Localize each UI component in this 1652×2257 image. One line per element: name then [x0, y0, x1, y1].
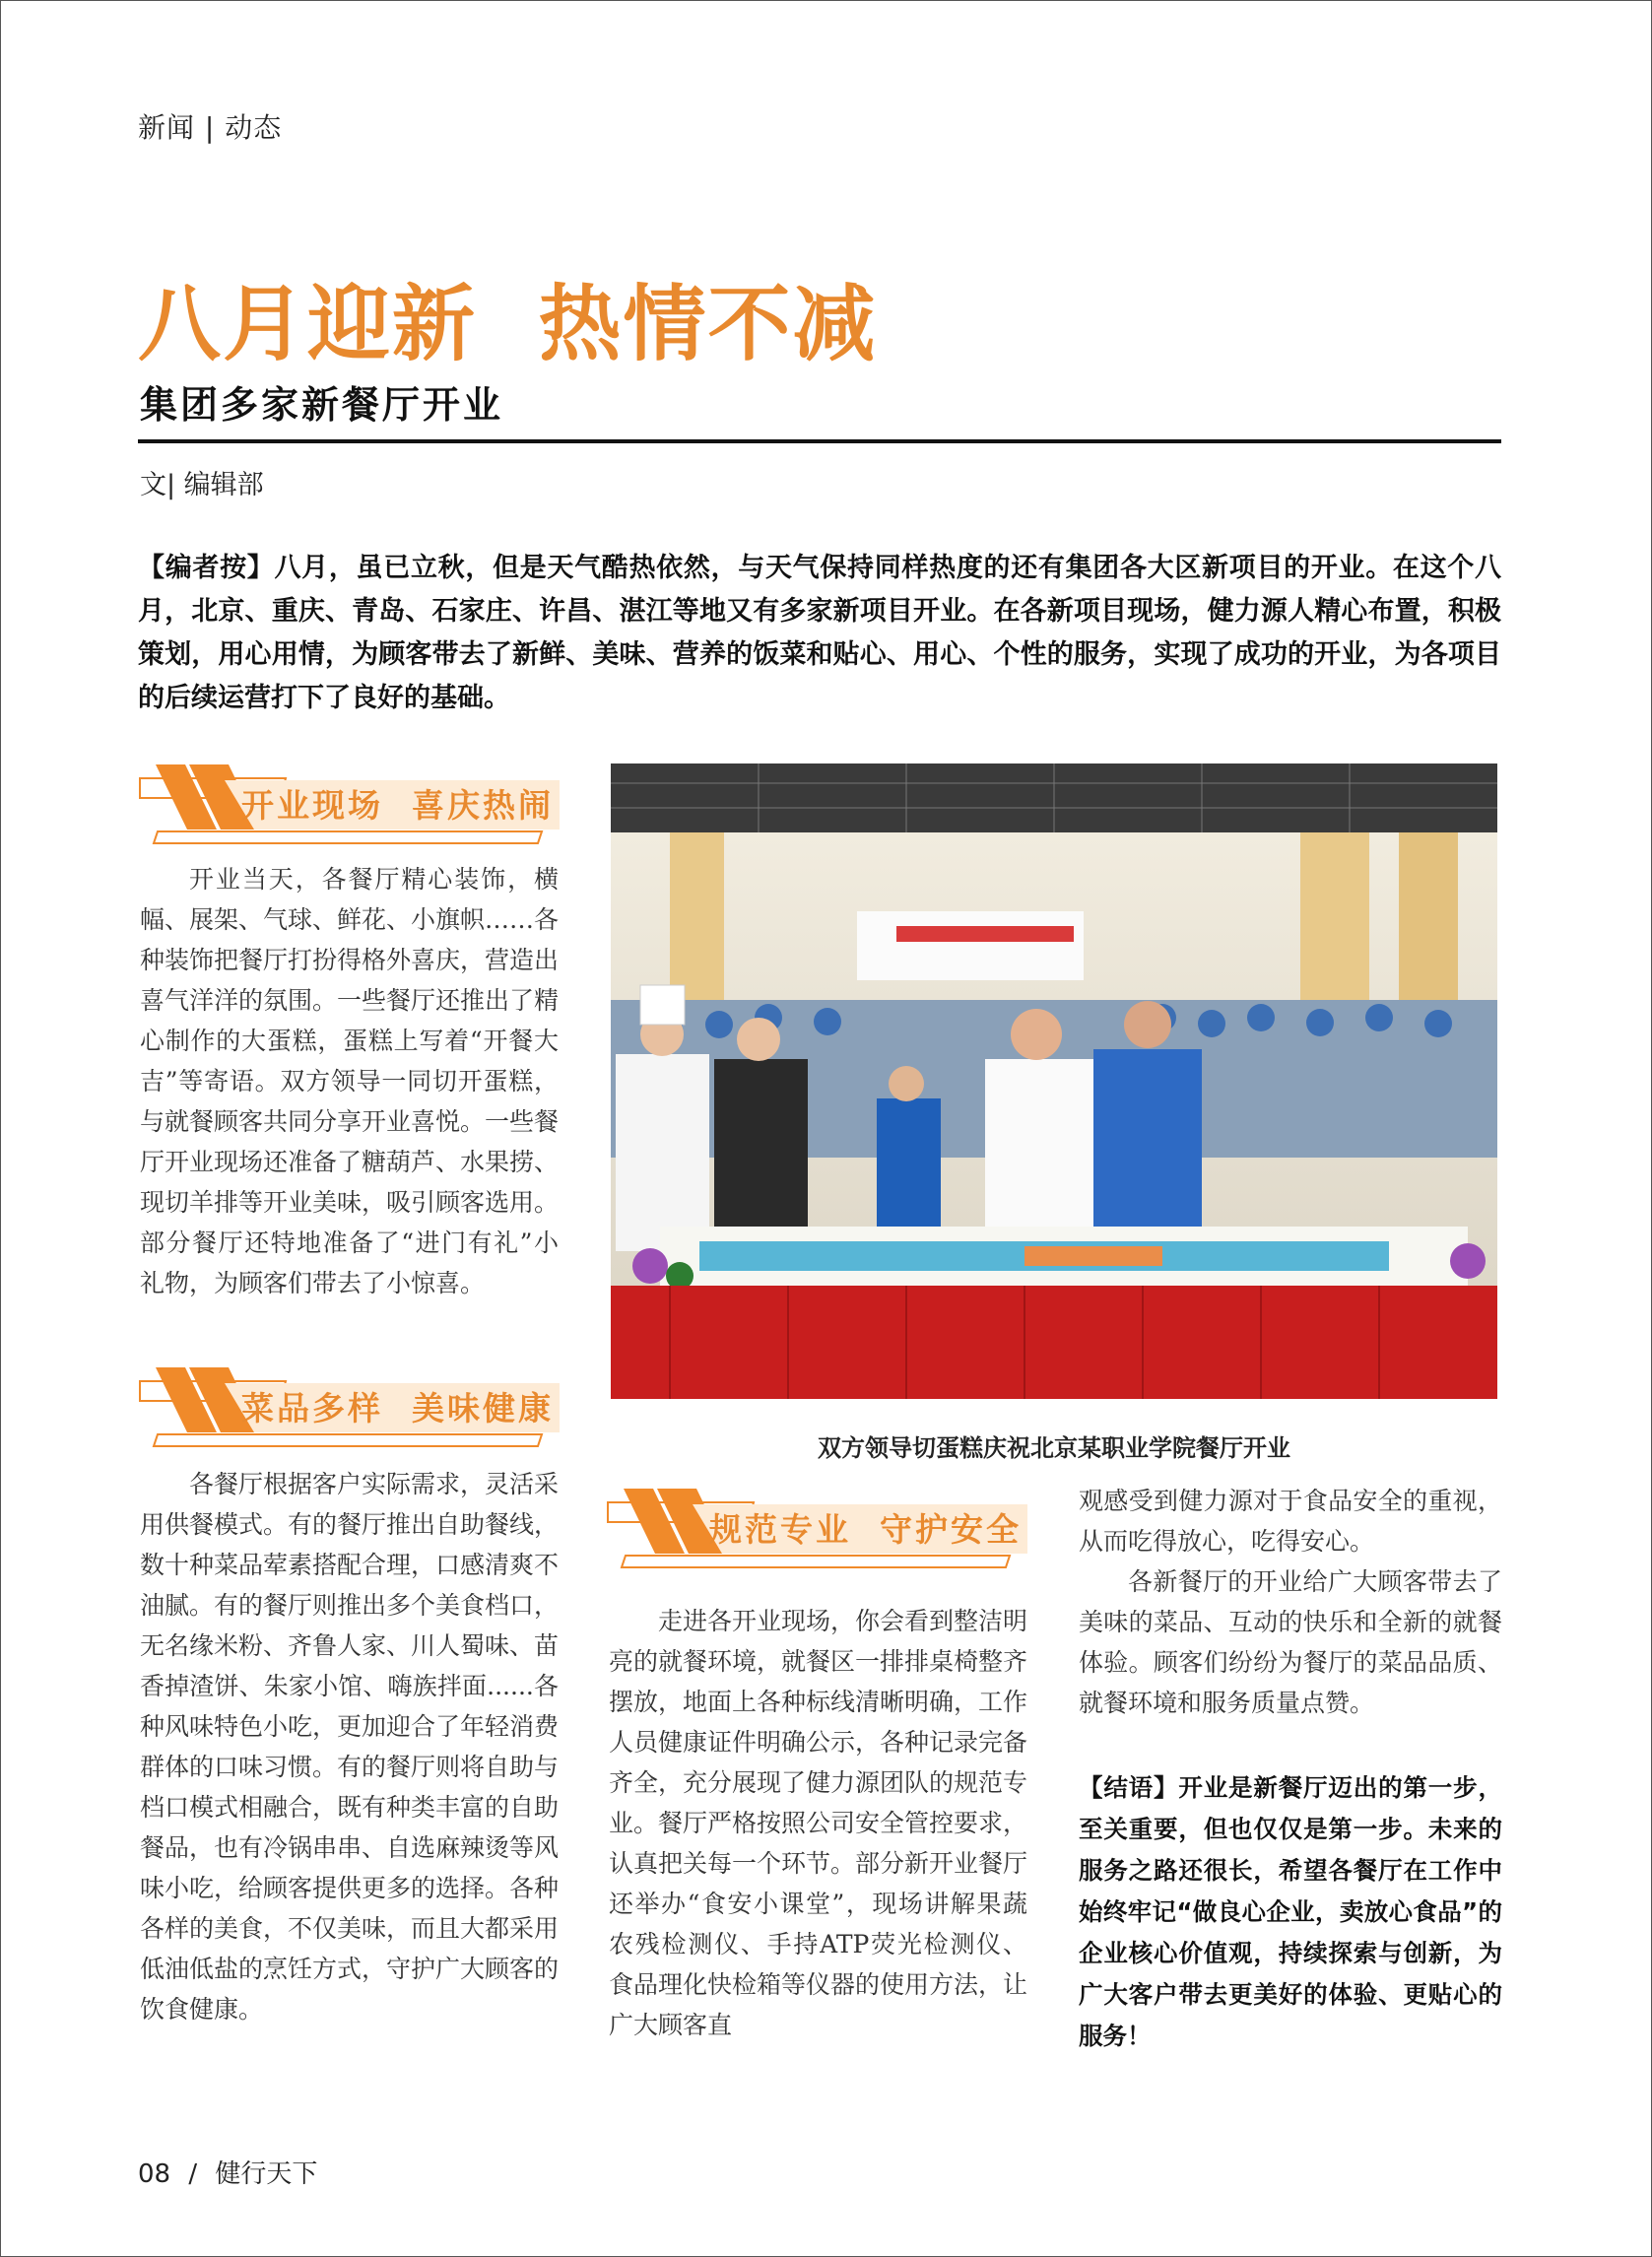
section-heading-safety: [606, 1483, 1029, 1573]
conclusion: 【结语】开业是新餐厅迈出的第一步，至关重要，但也仅仅是第一步。未来的服务之路还很长，希望各餐厅在工作中始终牢记“做良心企业，卖放心食品”的企业核心价值观，持续探索与创新，为广大客户带去更美好的体验、更贴心的服务！: [1079, 1773, 1502, 2050]
page-number: 08: [138, 2159, 171, 2189]
section-body-dishes: 各餐厅根据客户实际需求，灵活采用供餐模式。有的餐厅推出自助餐线，数十种菜品荤素搭配合理，口感清爽不油腻。有的餐厅则推出多个美食档口，无名缘米粉、齐鲁人家、川人蜀味、苗香掉渣饼、朱家小馆、嗨族拌面......各种风味特色小吃，更加迎合了年轻消费群体的口味习惯。有的餐厅则将自助与档口模式相融合，既有种类丰富的自助餐品，也有冷锅串串、自选麻辣烫等风味小吃，给顾客提供更多的选择。各种各样的美食，不仅美味，而且大都采用低油低盐的烹饪方式，守护广大顾客的饮食健康。: [140, 1470, 560, 2024]
photo-caption: 双方领导切蛋糕庆祝北京某职业学院餐厅开业: [818, 1434, 1290, 1462]
section-heading-text: 菜品多样 美味健康: [241, 1389, 554, 1427]
section-body-safety: 走进各开业现场，你会看到整洁明亮的就餐环境，就餐区一排排桌椅整齐摆放，地面上各种标线清晰明确，工作人员健康证件明确公示，各种记录完备齐全，充分展现了健力源团队的规范专业。餐厅严格按照公司安全管控要求，认真把关每一个环节。部分新开业餐厅还举办“食安小课堂”，现场讲解果蔬农残检测仪、手持ATP荧光检测仪、食品理化快检箱等仪器的使用方法，让广大顾客直: [609, 1607, 1028, 2039]
headline: 八月迎新 热情不减: [138, 275, 878, 372]
section-body-opening: 开业当天，各餐厅精心装饰，横幅、展架、气球、鲜花、小旗帜……各种装饰把餐厅打扮得格外喜庆，营造出喜气洋洋的氛围。一些餐厅还推出了精心制作的大蛋糕，蛋糕上写着“开餐大吉”等寄语。双方领导一同切开蛋糕，与就餐顾客共同分享开业喜悦。一些餐厅开业现场还准备了糖葫芦、水果捞、现切羊排等开业美味，吸引顾客选用。部分餐厅还特地准备了“进门有礼”小礼物，为顾客们带去了小惊喜。: [140, 865, 560, 1297]
footer: [138, 2154, 317, 2190]
right-column-paragraph: 各新餐厅的开业给广大顾客带去了美味的菜品、互动的快乐和全新的就餐体验。顾客们纷纷为餐厅的菜品品质、就餐环境和服务质量点赞。: [1079, 1567, 1502, 1717]
section-tag: 新闻 | 动态: [138, 111, 283, 144]
right-column-continuation: 观感受到健力源对于食品安全的重视，从而吃得放心，吃得安心。: [1079, 1487, 1502, 1556]
cake-cutting-photo-icon: [611, 763, 1497, 1399]
event-photo: [611, 763, 1497, 1399]
title-rule: [138, 439, 1501, 443]
footer-separator: /: [188, 2159, 198, 2189]
section-heading-text: 规范专业 守护安全: [709, 1510, 1022, 1549]
magazine-name: 健行天下: [215, 2159, 318, 2189]
editor-note: 【编者按】八月，虽已立秋，但是天气酷热依然，与天气保持同样热度的还有集团各大区新项目的开业。在这个八月，北京、重庆、青岛、石家庄、许昌、湛江等地又有多家新项目开业。在各新项目现场，健力源人精心布置，积极策划，用心用情，为顾客带去了新鲜、美味、营养的饭菜和贴心、用心、个性的服务，实现了成功的开业，为各项目的后续运营打下了良好的基础。: [138, 553, 1501, 713]
subheadline: 集团多家新餐厅开业: [140, 383, 504, 427]
section-heading-dishes: [138, 1361, 562, 1452]
byline: 文| 编辑部: [140, 470, 264, 500]
section-heading-opening: [138, 759, 562, 849]
section-heading-text: 开业现场 喜庆热闹: [241, 786, 554, 825]
